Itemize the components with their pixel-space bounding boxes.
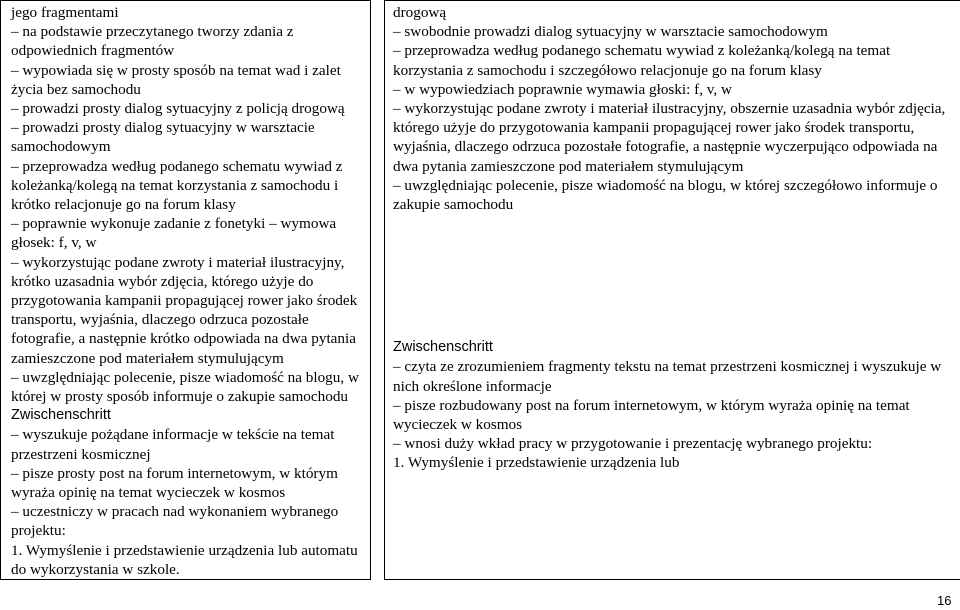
list-item: – uczestniczy w pracach nad wykonaniem wybranego projektu: bbox=[11, 503, 339, 540]
list-item: 1. Wymyślenie i przedstawienie urządzenia lub bbox=[393, 454, 680, 472]
list-item: – wykorzystując podane zwroty i materiał ilustracyjny, krótko uzasadnia wybór zdjęcia, którego użyje do przygotowania kampanii propagującej rower jako środek transportu, wyjaśnia, dlaczego odrzuca pozostałe fotografie, a następnie krótko odpowiada na dwa pytania zamieszczone pod materiałem stymulującym bbox=[11, 253, 358, 367]
right-section-block bbox=[393, 338, 952, 472]
right-spacer bbox=[393, 214, 952, 338]
list-item: – w wypowiedziach poprawnie wymawia głoski: f, v, w bbox=[393, 80, 732, 98]
section-heading: Zwischenschritt bbox=[393, 339, 493, 356]
list-item: – poprawnie wykonuje zadanie z fonetyki – wymowa głosek: f, v, w bbox=[11, 215, 337, 252]
list-item: – na podstawie przeczytanego tworzy zdania z odpowiednich fragmentów bbox=[11, 23, 294, 60]
section-heading: Zwischenschritt bbox=[11, 407, 111, 424]
list-item: – wypowiada się w prosty sposób na temat wad i zalet życia bez samochodu bbox=[11, 61, 341, 98]
list-item: – przeprowadza według podanego schematu wywiad z koleżanką/kolegą na temat korzystania z samochodu i krótko relacjonuje go na forum klasy bbox=[11, 157, 343, 214]
list-item: – przeprowadza według podanego schematu wywiad z koleżanką/kolegą na temat korzystania z samochodu i szczegółowo relacjonuje go na forum klasy bbox=[393, 42, 891, 79]
list-item: jego fragmentami bbox=[11, 4, 119, 21]
list-item: – prowadzi prosty dialog sytuacyjny z policją drogową bbox=[11, 100, 345, 118]
list-item: – wykorzystując podane zwroty i materiał ilustracyjny, obszernie uzasadnia wybór zdjęcia, którego użyje do przygotowania kampanii propagującej rower jako środek transportu, wyjaśnia, dlaczego odrzuca pozostałe fotografie, a następnie wyczerpująco odpowiada na dwa pytania zamieszczone pod materiałem stymulującym bbox=[393, 100, 946, 175]
left-cell bbox=[1, 1, 371, 580]
list-item: – swobodnie prowadzi dialog sytuacyjny w warsztacie samochodowym bbox=[393, 23, 828, 41]
list-item: drogową bbox=[393, 4, 447, 21]
list-item: 1. Wymyślenie i przedstawienie urządzenia lub automatu do wykorzystania w szkole. bbox=[11, 541, 358, 578]
table-row bbox=[1, 1, 960, 580]
left-section-block bbox=[11, 406, 362, 579]
list-item: – uwzględniając polecenie, pisze wiadomość na blogu, w której szczegółowo informuje o zakupie samochodu bbox=[393, 176, 938, 214]
left-top-block bbox=[11, 3, 362, 406]
column-gap bbox=[371, 1, 385, 580]
list-item: – pisze prosty post na forum internetowym, w którym wyraża opinię na temat wycieczek w kosmos bbox=[11, 464, 338, 502]
list-item: – uwzględniając polecenie, pisze wiadomość na blogu, w której w prosty sposób informuje o zakupie samochodu bbox=[11, 368, 359, 406]
list-item: – wnosi duży wkład pracy w przygotowanie i prezentację wybranego projektu: bbox=[393, 435, 873, 453]
page-number: 16 bbox=[937, 593, 952, 608]
list-item: – prowadzi prosty dialog sytuacyjny w warsztacie samochodowym bbox=[11, 119, 315, 156]
list-item: – czyta ze zrozumieniem fragmenty tekstu na temat przestrzeni kosmicznej i wyszukuje w nich określone informacje bbox=[393, 358, 942, 395]
right-cell bbox=[385, 1, 960, 580]
list-item: – pisze rozbudowany post na forum internetowym, w którym wyraża opinię na temat wycieczek w kosmos bbox=[393, 396, 910, 434]
list-item: – wyszukuje pożądane informacje w tekście na temat przestrzeni kosmicznej bbox=[11, 426, 335, 463]
right-top-block bbox=[393, 3, 952, 214]
